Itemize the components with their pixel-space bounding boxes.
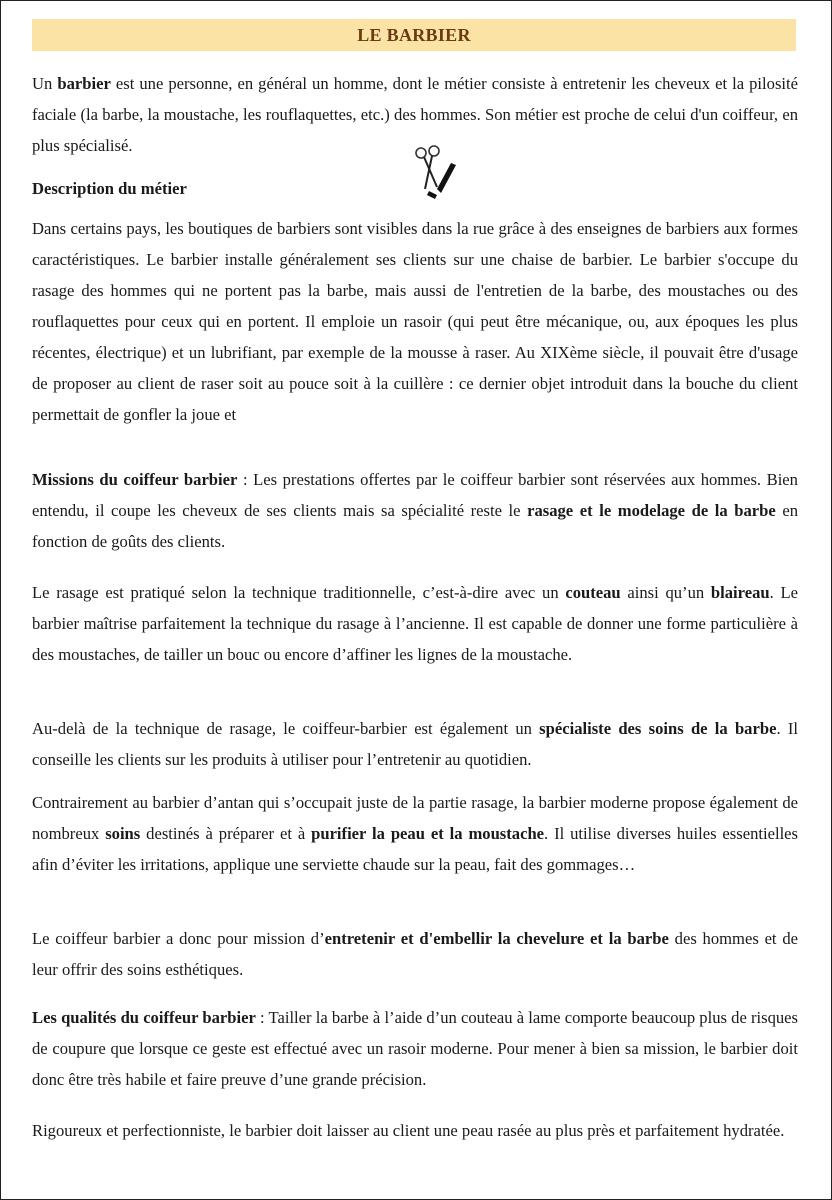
missions-paragraph: Missions du coiffeur barbier : Les prestations offertes par le coiffeur barbier sont réservées aux hommes. Bien entendu, il coupe les cheveux de ses clients mais sa spécialité reste le rasage et le modelage de la barbe en fonction de goûts des clients. — [32, 470, 799, 551]
soins-paragraph: Au-delà de la technique de rasage, le coiffeur-barbier est également un spécialiste des soins de la barbe. Il conseille les clients sur les produits à utiliser pour l’entretenir au quotidien. — [32, 719, 798, 769]
page-title: LE BARBIER — [357, 24, 471, 45]
title-banner — [32, 19, 796, 51]
qualites-heading: Les qualités du coiffeur barbier — [32, 1008, 256, 1027]
intro-paragraph: Un barbier est une personne, en général un homme, dont le métier consiste à entretenir les cheveux et la pilosité faciale (la barbe, la moustache, les rouflaquettes, etc.) des hommes. Son métier est proche de celui d'un coiffeur, en plus spécialisé. — [32, 74, 798, 155]
missions-heading: Missions du coiffeur barbier — [32, 470, 238, 489]
description-paragraph: Dans certains pays, les boutiques de barbiers sont visibles dans la rue grâce à des enseignes de barbiers aux formes caractéristiques. Le barbier installe généralement ses clients sur une chaise de barbier. Le barbier s'occupe du rasage des hommes qui ne portent pas la barbe, mais aussi de l'entretien de la barbe, des moustaches ou des rouflaquettes pour ceux qui en portent. Il emploie un rasoir (qui peut être mécanique, ou, aux époques les plus récentes, électrique) et un lubrifiant, par exemple de la mousse à raser. Au XIXème siècle, il pouvait être d'usage de proposer au client de raser soit au pouce soit à la cuillère : ce dernier objet introduit dans la bouche du client permettait de gonfler la joue et — [32, 219, 798, 424]
mission-paragraph: Le coiffeur barbier a donc pour mission d’entretenir et d'embellir la chevelure et la barbe des hommes et de leur offrir des soins esthétiques. — [32, 929, 798, 979]
moderne-paragraph: Contrairement au barbier d’antan qui s’occupait juste de la partie rasage, la barbier moderne propose également de nombreux soins destinés à préparer et à purifier la peau et la moustache. Il utilise diverses huiles essentielles afin d’éviter les irritations, applique une serviette chaude sur la peau, fait des gommages… — [32, 793, 798, 874]
conclusion-paragraph: Rigoureux et perfectionniste, le barbier doit laisser au client une peau rasée au plus près et parfaitement hydratée. — [32, 1121, 785, 1140]
rasage-paragraph: Le rasage est pratiqué selon la technique traditionnelle, c’est-à-dire avec un couteau ainsi qu’un blaireau. Le barbier maîtrise parfaitement la technique du rasage à l’ancienne. Il est capable de donner une forme particulière à des moustaches, de tailler un bouc ou encore d’affiner les lignes de la moustache. — [32, 583, 798, 664]
qualites-paragraph: Les qualités du coiffeur barbier : Tailler la barbe à l’aide d’un couteau à lame comporte beaucoup plus de risques de coupure que lorsque ce geste est effectué avec un rasoir moderne. Pour mener à bien sa mission, le barbier doit donc être très habile et faire preuve d’une grande précision. — [32, 1008, 798, 1089]
description-heading: Description du métier — [32, 179, 187, 198]
